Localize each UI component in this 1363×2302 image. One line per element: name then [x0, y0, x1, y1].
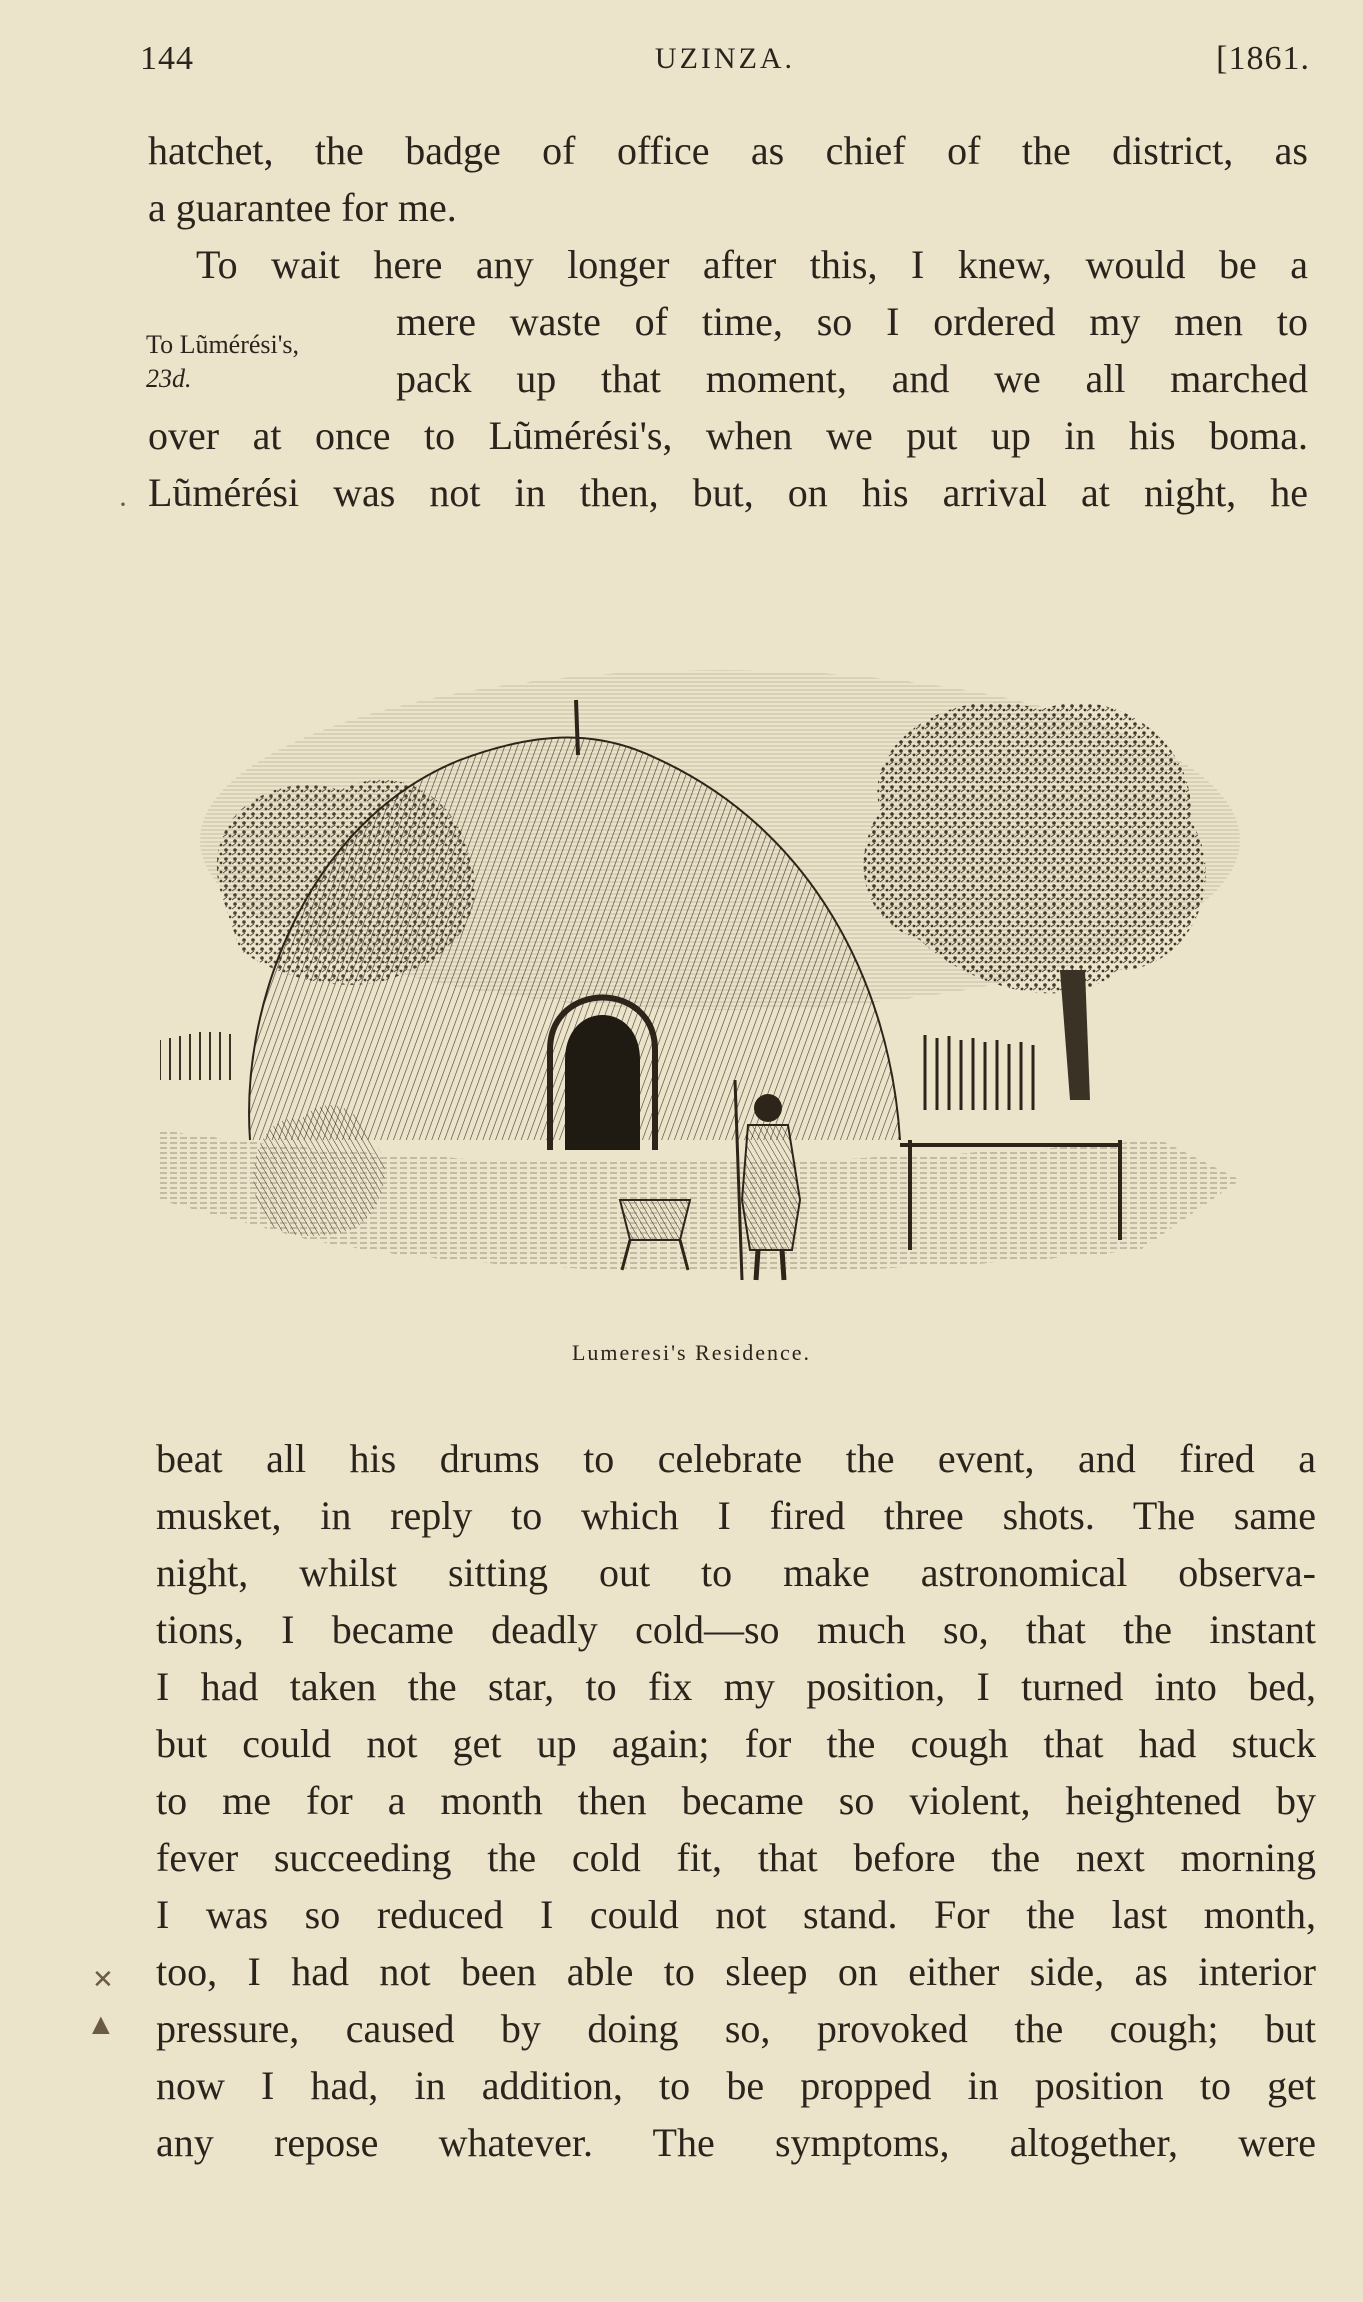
text-line: pressure, caused by doing so, provoked the cough; but	[156, 2006, 1316, 2051]
text-line: beat all his drums to celebrate the event, and fired a	[156, 1436, 1316, 1481]
page-number: 144	[140, 40, 194, 77]
bottom-paragraph	[156, 1430, 1316, 2171]
hut-engraving	[160, 640, 1240, 1320]
ink-smudge: ▲	[86, 2008, 116, 2041]
marginal-note-line2: 23d.	[146, 364, 192, 393]
figure-caption	[0, 1340, 1363, 1366]
running-title: UZINZA.	[654, 42, 796, 75]
text-line: a guarantee for me.	[148, 185, 457, 230]
running-head	[140, 40, 1310, 80]
text-line: hatchet, the badge of office as chief of the district, as	[148, 128, 1308, 173]
text-line: fever succeeding the cold fit, that before the next morning	[156, 1835, 1316, 1880]
text-line: night, whilst sitting out to make astronomical observa-	[156, 1550, 1316, 1595]
text-line: Lũmérési was not in then, but, on his arrival at night, he	[148, 470, 1308, 515]
text-line: over at once to Lũmérési's, when we put up in his boma.	[148, 413, 1308, 458]
text-line: I was so reduced I could not stand. For the last month,	[156, 1892, 1316, 1937]
text-line: I had taken the star, to fix my position, I turned into bed,	[156, 1664, 1316, 1709]
text-line: now I had, in addition, to be propped in position to get	[156, 2063, 1316, 2108]
marginal-note-line1: To Lũmérési's,	[146, 330, 300, 359]
ink-smudge: ✕	[92, 1965, 114, 1994]
text-line: To wait here any longer after this, I knew, would be a	[196, 242, 1308, 287]
text-line: pack up that moment, and we all marched	[396, 356, 1308, 401]
text-line: musket, in reply to which I fired three shots. The same	[156, 1493, 1316, 1538]
engraving-illustration	[160, 640, 1240, 1320]
running-year: [1861.	[1216, 40, 1310, 77]
text-line: any repose whatever. The symptoms, altogether, were	[156, 2120, 1316, 2165]
top-paragraph	[148, 122, 1308, 521]
text-line: tions, I became deadly cold—so much so, that the instant	[156, 1607, 1316, 1652]
figure-caption-text: Lumeresi's Residence.	[571, 1340, 811, 1365]
text-line: too, I had not been able to sleep on either side, as interior	[156, 1949, 1316, 1994]
text-line: to me for a month then became so violent, heightened by	[156, 1778, 1316, 1823]
text-line: mere waste of time, so I ordered my men to	[396, 299, 1308, 344]
text-line: but could not get up again; for the cough that had stuck	[156, 1721, 1316, 1766]
ink-mark: ·	[118, 488, 128, 521]
marginal-note	[146, 328, 299, 396]
